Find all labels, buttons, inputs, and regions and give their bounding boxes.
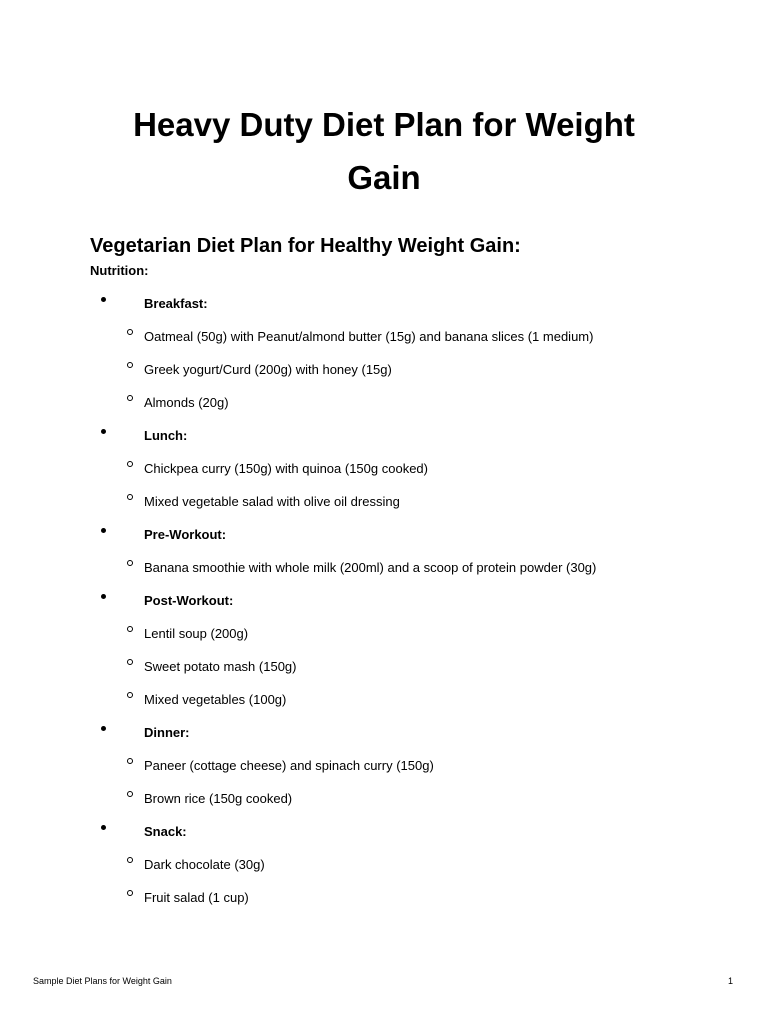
page-title: Heavy Duty Diet Plan for Weight Gain	[133, 106, 635, 196]
meal-heading: Pre-Workout:	[144, 527, 227, 542]
list-item	[0, 617, 768, 650]
list-item	[0, 683, 768, 716]
bullet-circle-icon	[127, 626, 133, 632]
food-item: Sweet potato mash (150g)	[144, 659, 297, 674]
list-item	[0, 749, 768, 782]
bullet-circle-icon	[127, 560, 133, 566]
bullet-dot-icon	[101, 528, 106, 533]
meal-heading-row	[0, 584, 768, 617]
bullet-dot-icon	[101, 297, 106, 302]
food-item: Mixed vegetable salad with olive oil dressing	[144, 494, 400, 509]
food-item: Mixed vegetables (100g)	[144, 692, 287, 707]
list-item	[0, 353, 768, 386]
food-item: Greek yogurt/Curd (200g) with honey (15g)	[144, 362, 392, 377]
meal-heading: Post-Workout:	[144, 593, 234, 608]
bullet-circle-icon	[127, 329, 133, 335]
list-item	[0, 485, 768, 518]
bullet-circle-icon	[127, 362, 133, 368]
food-item: Paneer (cottage cheese) and spinach curry (150g)	[144, 758, 434, 773]
bullet-circle-icon	[127, 461, 133, 467]
food-item: Fruit salad (1 cup)	[144, 890, 249, 905]
meal-heading-row	[0, 419, 768, 452]
list-item	[0, 650, 768, 683]
bullet-dot-icon	[101, 726, 106, 731]
list-item	[0, 782, 768, 815]
bullet-circle-icon	[127, 395, 133, 401]
bullet-dot-icon	[101, 825, 106, 830]
bullet-circle-icon	[127, 692, 133, 698]
page-number: 1	[728, 976, 734, 986]
list-item	[0, 386, 768, 419]
footer-text: Sample Diet Plans for Weight Gain	[33, 976, 172, 986]
meal-heading-row	[0, 716, 768, 749]
nutrition-label: Nutrition:	[90, 263, 149, 278]
food-item: Chickpea curry (150g) with quinoa (150g cooked)	[144, 461, 428, 476]
bullet-circle-icon	[127, 494, 133, 500]
list-item	[0, 881, 768, 914]
bullet-circle-icon	[127, 758, 133, 764]
section-heading: Vegetarian Diet Plan for Healthy Weight Gain:	[90, 235, 521, 257]
list-item	[0, 320, 768, 353]
bullet-dot-icon	[101, 429, 106, 434]
food-item: Lentil soup (200g)	[144, 626, 249, 641]
meal-heading: Dinner:	[144, 725, 190, 740]
bullet-circle-icon	[127, 659, 133, 665]
bullet-dot-icon	[101, 594, 106, 599]
meal-heading-row	[0, 815, 768, 848]
list-item	[0, 848, 768, 881]
list-item	[0, 551, 768, 584]
food-item: Banana smoothie with whole milk (200ml) and a scoop of protein powder (30g)	[144, 560, 597, 575]
meal-list	[0, 287, 768, 914]
meal-heading: Breakfast:	[144, 296, 208, 311]
food-item: Brown rice (150g cooked)	[144, 791, 293, 806]
meal-heading-row	[0, 287, 768, 320]
food-item: Almonds (20g)	[144, 395, 229, 410]
food-item: Dark chocolate (30g)	[144, 857, 265, 872]
bullet-circle-icon	[127, 791, 133, 797]
list-item	[0, 452, 768, 485]
bullet-circle-icon	[127, 890, 133, 896]
bullet-circle-icon	[127, 857, 133, 863]
meal-heading: Snack:	[144, 824, 187, 839]
food-item: Oatmeal (50g) with Peanut/almond butter (15g) and banana slices (1 medium)	[144, 329, 594, 344]
meal-heading-row	[0, 518, 768, 551]
meal-heading: Lunch:	[144, 428, 188, 443]
